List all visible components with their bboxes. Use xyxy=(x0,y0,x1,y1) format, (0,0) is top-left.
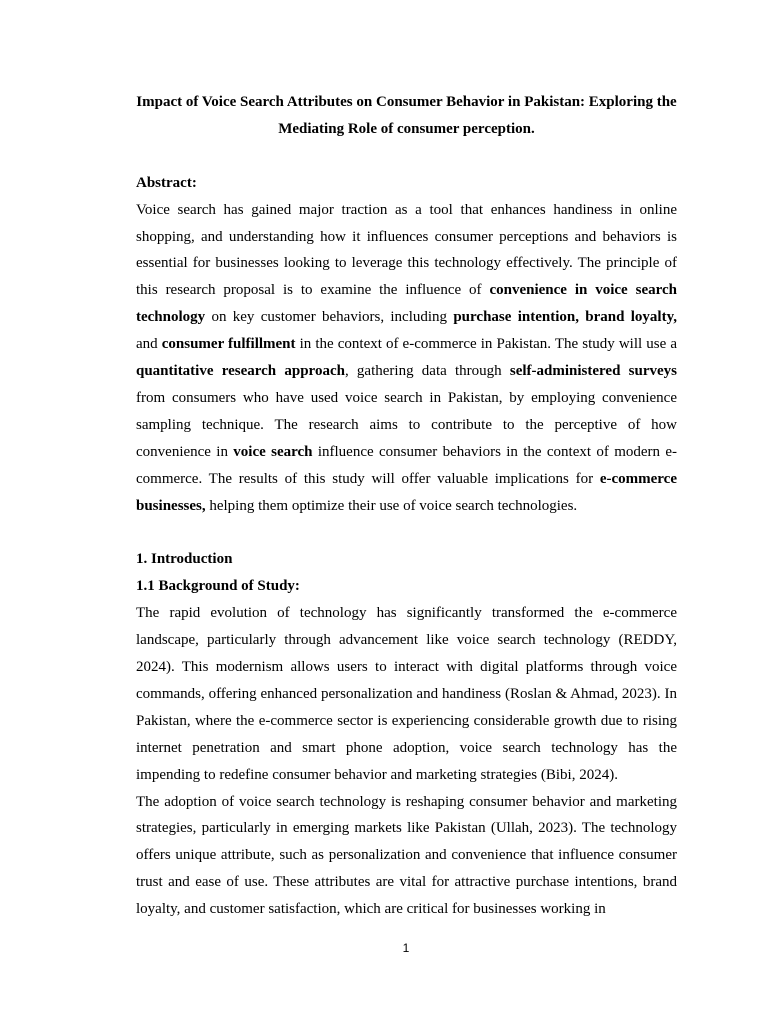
text-run: in the context of e-commerce in Pakistan. The study will use a xyxy=(295,336,677,353)
spacer xyxy=(136,519,677,546)
text-run: from consumers who have used voice search in Pakistan, by employing convenience sampling technique. The research aims to contribute to the perceptive of how convenience in xyxy=(136,389,677,460)
bold-phrase: purchase intention, brand loyalty, xyxy=(453,309,678,326)
subsection-heading-background: 1.1 Background of Study: xyxy=(136,578,300,595)
bold-phrase: convenience in voice search technology xyxy=(136,282,677,326)
bold-phrase: self-administered surveys xyxy=(509,363,677,380)
text-run: helping them optimize their use of voice search technologies. xyxy=(205,497,578,514)
spacer xyxy=(136,143,677,170)
bold-phrase: quantitative research approach xyxy=(136,363,345,380)
bold-phrase: voice search xyxy=(233,443,313,460)
bold-phrase: e-commerce businesses, xyxy=(136,470,677,514)
document-page xyxy=(136,89,677,923)
text-run: Voice search has gained major traction as a tool that enhances handiness in online shopping, and understanding how it influences consumer perceptions and behaviors is essential for businesses looking to leverage this technology effectively. The principle of this research proposal is to examine the influence of xyxy=(136,201,677,299)
page-number: 1 xyxy=(402,941,410,955)
section-heading-introduction: 1. Introduction xyxy=(136,551,233,568)
abstract-paragraph xyxy=(136,197,677,520)
text-run: on key customer behaviors, including xyxy=(205,309,454,326)
bold-phrase: consumer fulfillment xyxy=(161,336,296,353)
background-paragraph-2: The adoption of voice search technology is reshaping consumer behavior and marketing strategies, particularly in emerging markets like Pakistan (Ullah, 2023). The technology offers unique attribute, such as personalization and convenience that influence consumer trust and ease of use. These attributes are vital for attractive purchase intentions, brand loyalty, and customer satisfaction, which are critical for businesses working in xyxy=(136,793,677,918)
text-run: influence consumer behaviors in the context of modern e-commerce. The results of this study will offer valuable implications for xyxy=(136,443,678,487)
abstract-heading: Abstract: xyxy=(136,174,197,191)
background-paragraph-1: The rapid evolution of technology has significantly transformed the e-commerce landscape, particularly through advancement like voice search technology (REDDY, 2024). This modernism allows users to interact with digital platforms through voice commands, offering enhanced personalization and handiness (Roslan & Ahmad, 2023). In Pakistan, where the e-commerce sector is experiencing considerable growth due to rising internet penetration and smart phone adoption, voice search technology has the impending to redefine consumer behavior and marketing strategies (Bibi, 2024). xyxy=(136,605,677,783)
paper-title: Impact of Voice Search Attributes on Consumer Behavior in Pakistan: Exploring the Mediating Role of consumer perception. xyxy=(136,94,677,137)
text-run: , gathering data through xyxy=(344,363,510,380)
text-run: and xyxy=(136,336,162,353)
